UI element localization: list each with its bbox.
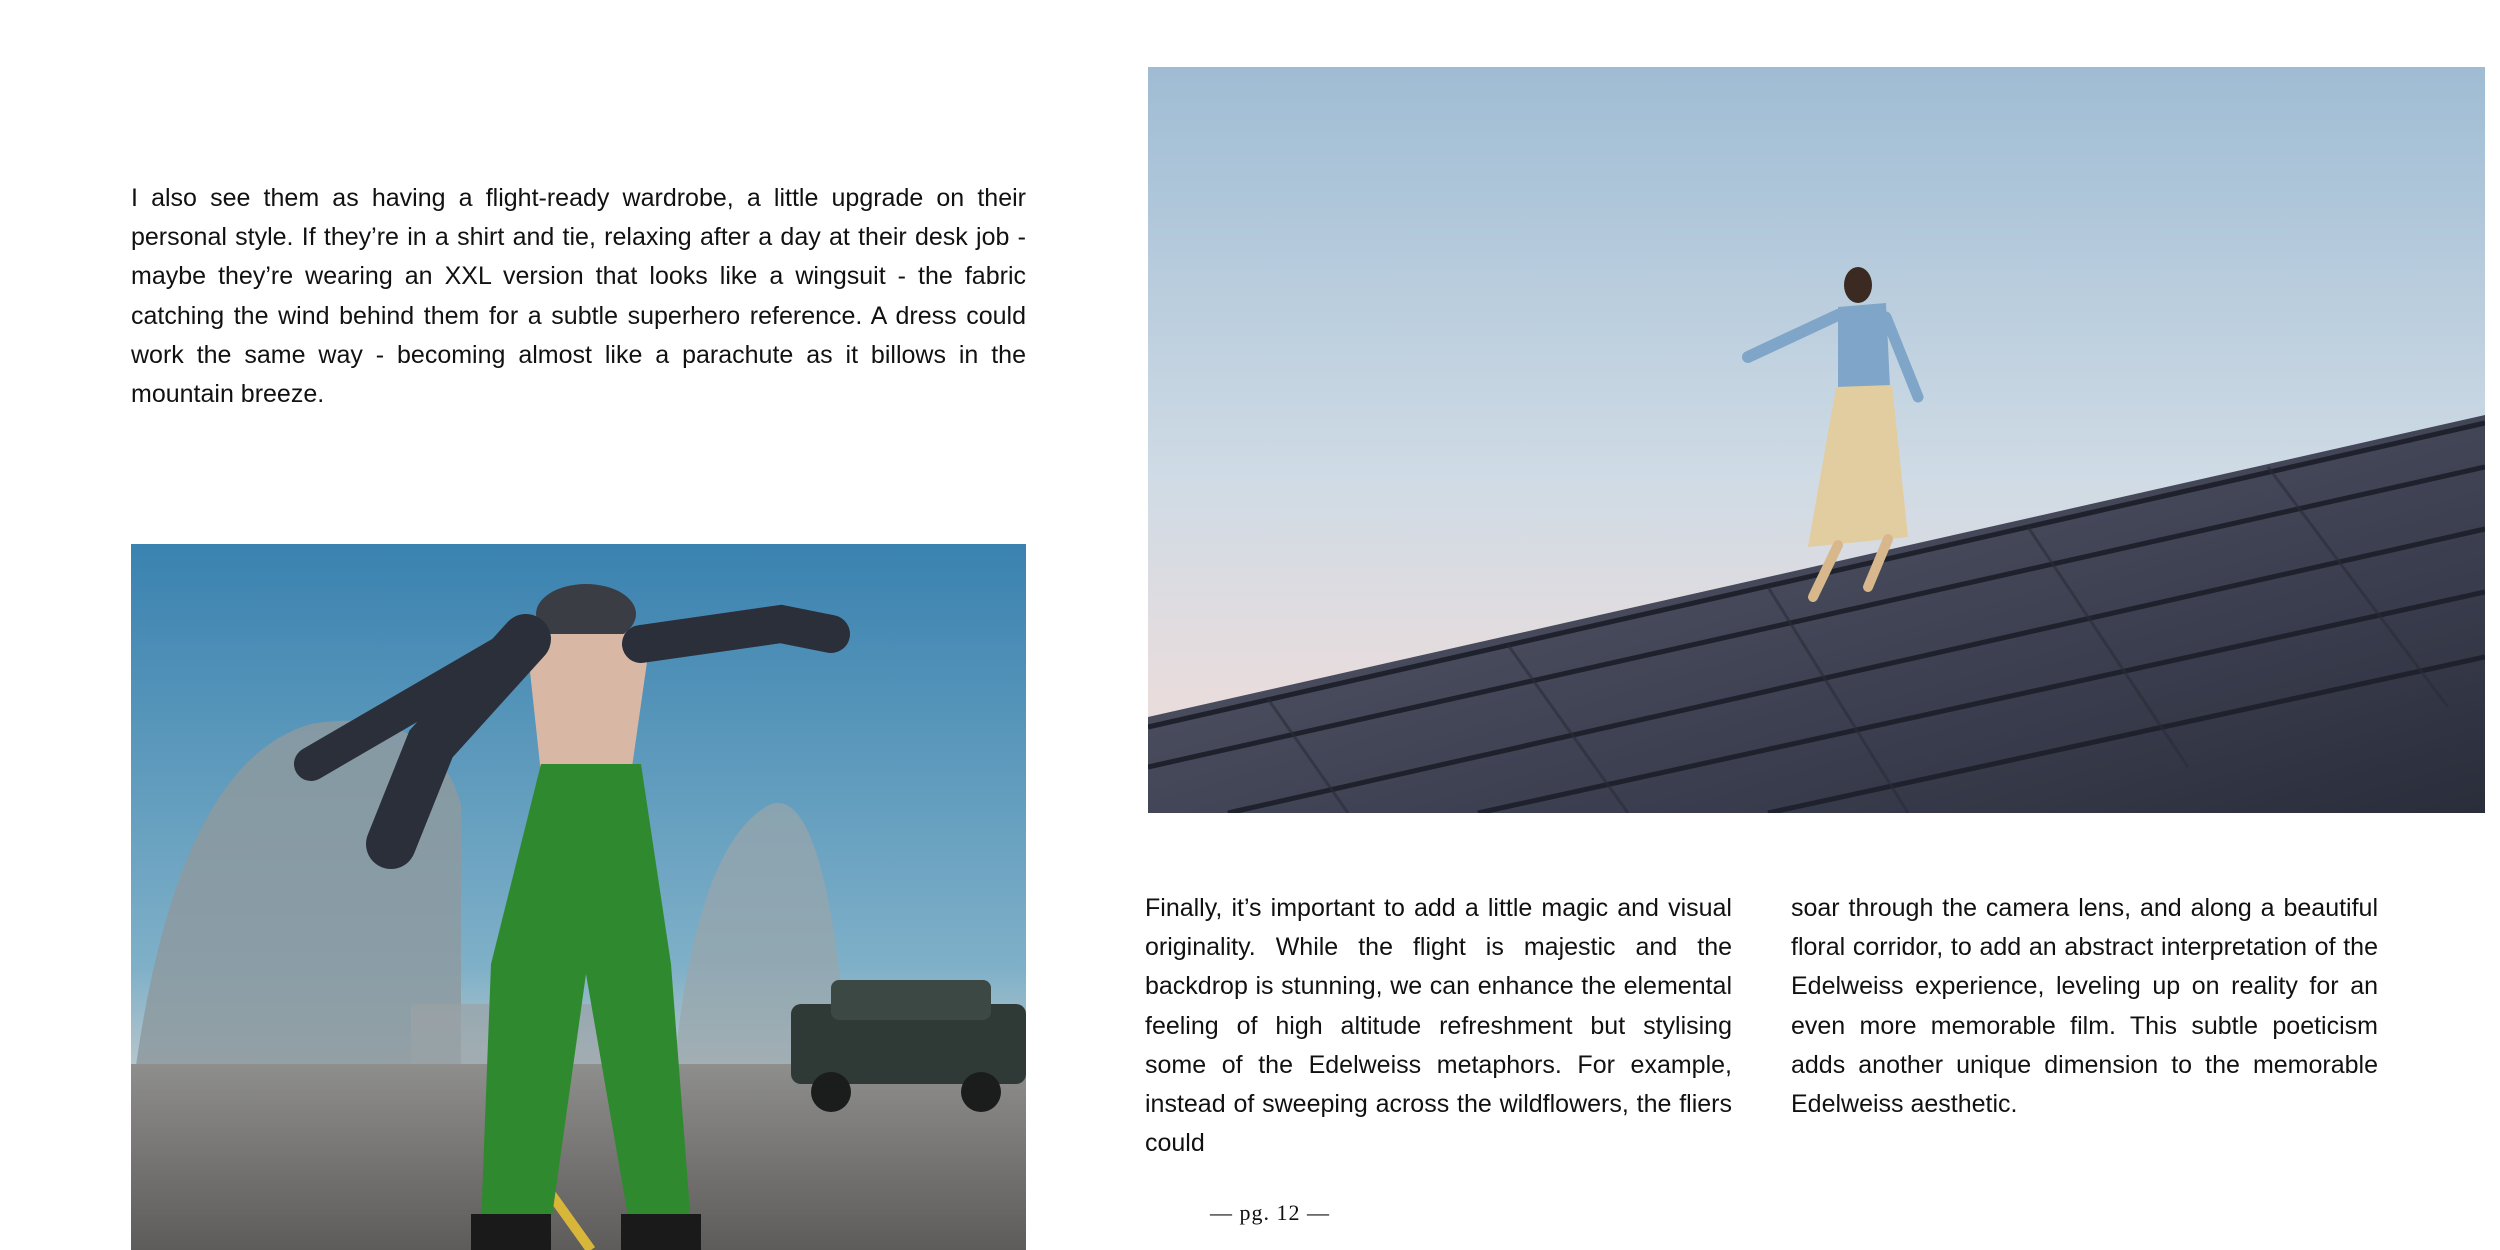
body-paragraph-left: I also see them as having a flight-ready wardrobe, a little upgrade on their personal style. If they’re in a shirt and tie, relaxing after a day at their desk job - maybe they’re wearing an XXL version that looks like a wingsuit - the fabric catching the wind behind them for a subtle superhero reference. A dress could work the same way - becoming almost like a parachute as it billows in the mountain breeze. — [131, 184, 1026, 409]
body-paragraph-middle: Finally, it’s important to add a little magic and visual originality. While the flight is majestic and the backdrop is stunning, we can enhance the elemental feeling of high altitude refreshment but stylising some of the Edelweiss metaphors. For example, instead of sweeping across the wildflowers, the fliers could — [1145, 894, 1732, 1158]
street-leap-photo — [131, 544, 1026, 1250]
page-number: — pg. 12 — — [1210, 1200, 1330, 1225]
body-paragraph-right: soar through the camera lens, and along a beautiful floral corridor, to add an abstract interpretation of the Edelweiss experience, leveling up on reality for an even more memorable film. This subtle poeticism adds another unique dimension to the memorable Edelweiss aesthetic. — [1791, 894, 2378, 1119]
rooftop-leap-photo — [1148, 67, 2485, 813]
